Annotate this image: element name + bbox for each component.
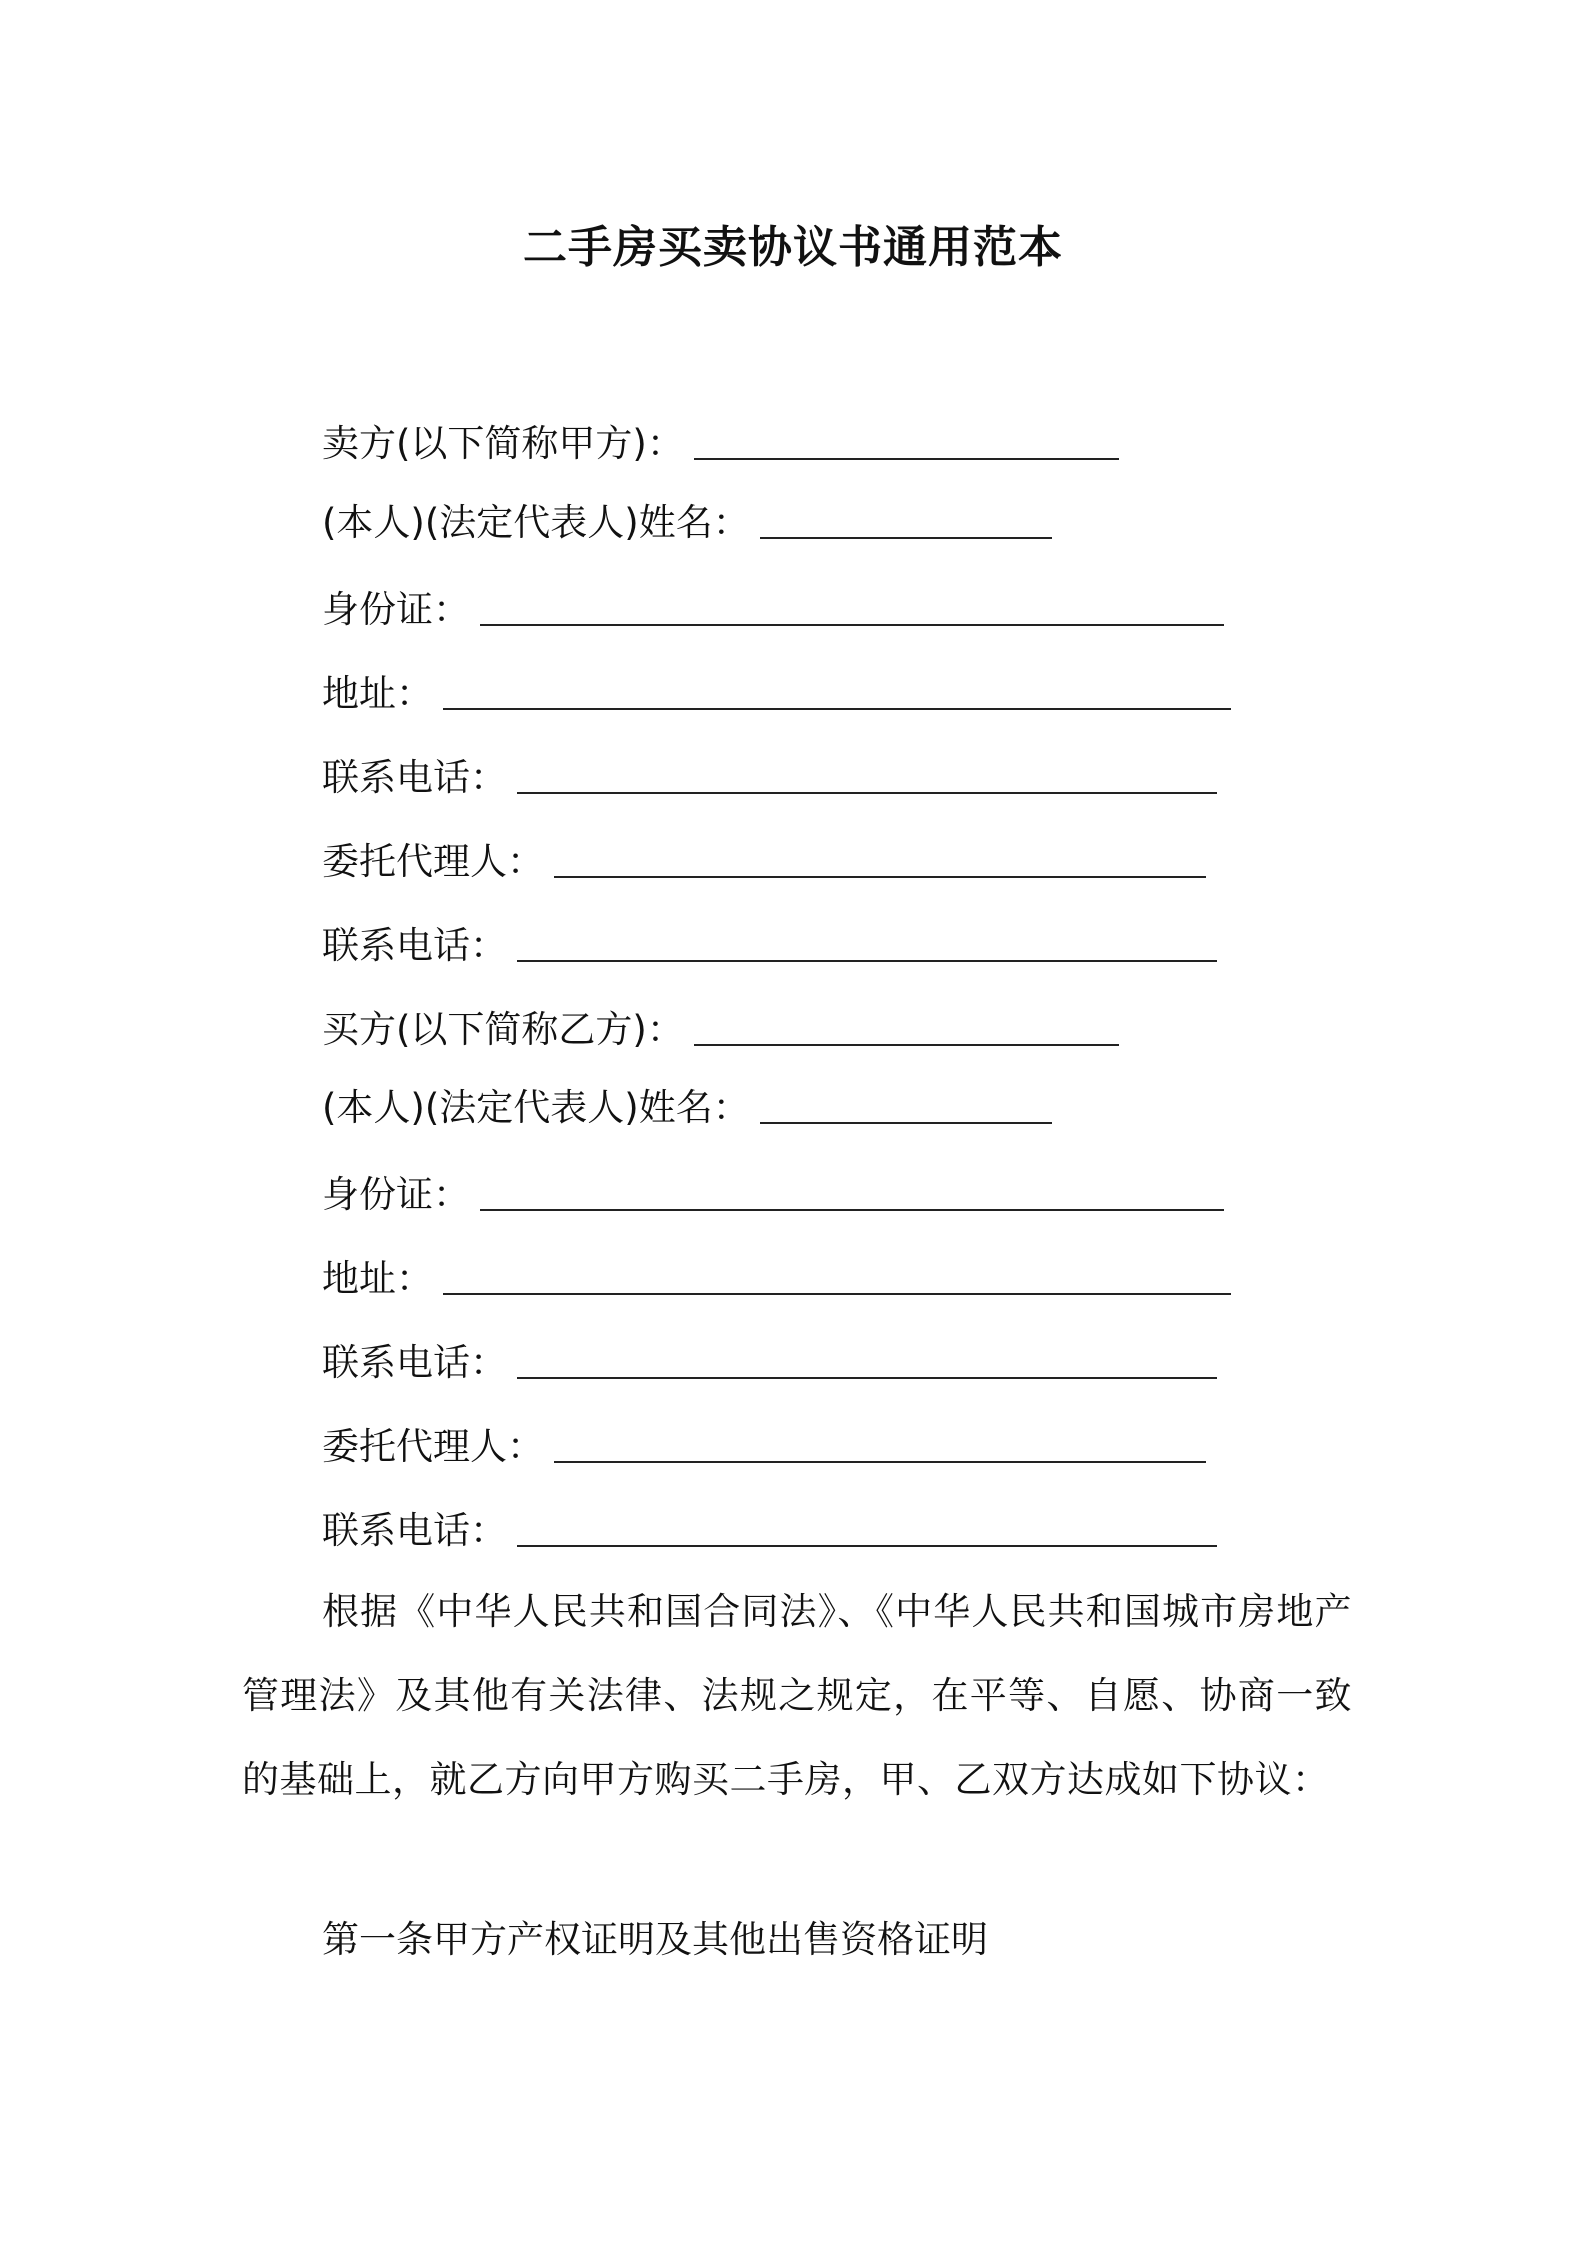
seller-id-label: 身份证：: [322, 588, 470, 631]
seller-agent-blank[interactable]: [554, 876, 1206, 878]
seller-agent-phone-field: [322, 910, 1217, 970]
buyer-address-label: 地址：: [322, 1257, 433, 1300]
buyer-id-blank[interactable]: [480, 1209, 1224, 1211]
buyer-party-label: 买方(以下简称乙方)：: [322, 1008, 684, 1051]
document-title: 二手房买卖协议书通用范本: [523, 222, 1063, 273]
buyer-agent-phone-label: 联系电话：: [322, 1509, 507, 1552]
buyer-address-blank[interactable]: [443, 1293, 1231, 1295]
seller-party-blank[interactable]: [694, 458, 1119, 460]
buyer-phone-blank[interactable]: [517, 1377, 1217, 1379]
buyer-agent-blank[interactable]: [554, 1461, 1206, 1463]
buyer-id-field: [322, 1159, 1224, 1219]
seller-name-label: (本人)(法定代表人)姓名：: [322, 501, 750, 544]
seller-phone-field: [322, 742, 1217, 802]
seller-address-label: 地址：: [322, 672, 433, 715]
buyer-party-field: [322, 994, 1119, 1054]
seller-phone-label: 联系电话：: [322, 756, 507, 799]
buyer-phone-label: 联系电话：: [322, 1341, 507, 1384]
buyer-agent-label: 委托代理人：: [322, 1425, 544, 1468]
buyer-name-label: (本人)(法定代表人)姓名：: [322, 1086, 750, 1129]
seller-party-label: 卖方(以下简称甲方)：: [322, 422, 684, 465]
buyer-agent-field: [322, 1411, 1206, 1471]
seller-address-blank[interactable]: [443, 708, 1231, 710]
buyer-agent-phone-field: [322, 1495, 1217, 1555]
buyer-name-blank[interactable]: [760, 1122, 1052, 1124]
seller-id-blank[interactable]: [480, 624, 1224, 626]
buyer-phone-field: [322, 1327, 1217, 1387]
seller-address-field: [322, 658, 1231, 718]
seller-agent-phone-label: 联系电话：: [322, 924, 507, 967]
buyer-name-field: [322, 1072, 1052, 1132]
buyer-agent-phone-blank[interactable]: [517, 1545, 1217, 1547]
seller-agent-phone-blank[interactable]: [517, 960, 1217, 962]
seller-name-field: [322, 487, 1052, 547]
buyer-party-blank[interactable]: [694, 1044, 1119, 1046]
seller-id-field: [322, 574, 1224, 634]
seller-party-field: [322, 408, 1119, 468]
seller-name-blank[interactable]: [760, 537, 1052, 539]
seller-phone-blank[interactable]: [517, 792, 1217, 794]
seller-agent-field: [322, 826, 1206, 886]
preamble-paragraph: 根据《中华人民共和国合同法》、《中华人民共和国城市房地产管理法》及其他有关法律、法规之规定，在平等、自愿、协商一致的基础上，就乙方向甲方购买二手房，甲、乙双方达成如下协议：: [242, 1590, 1352, 1801]
article-1-heading: 第一条甲方产权证明及其他出售资格证明: [322, 1918, 988, 1961]
buyer-address-field: [322, 1243, 1231, 1303]
seller-agent-label: 委托代理人：: [322, 840, 544, 883]
buyer-id-label: 身份证：: [322, 1173, 470, 1216]
